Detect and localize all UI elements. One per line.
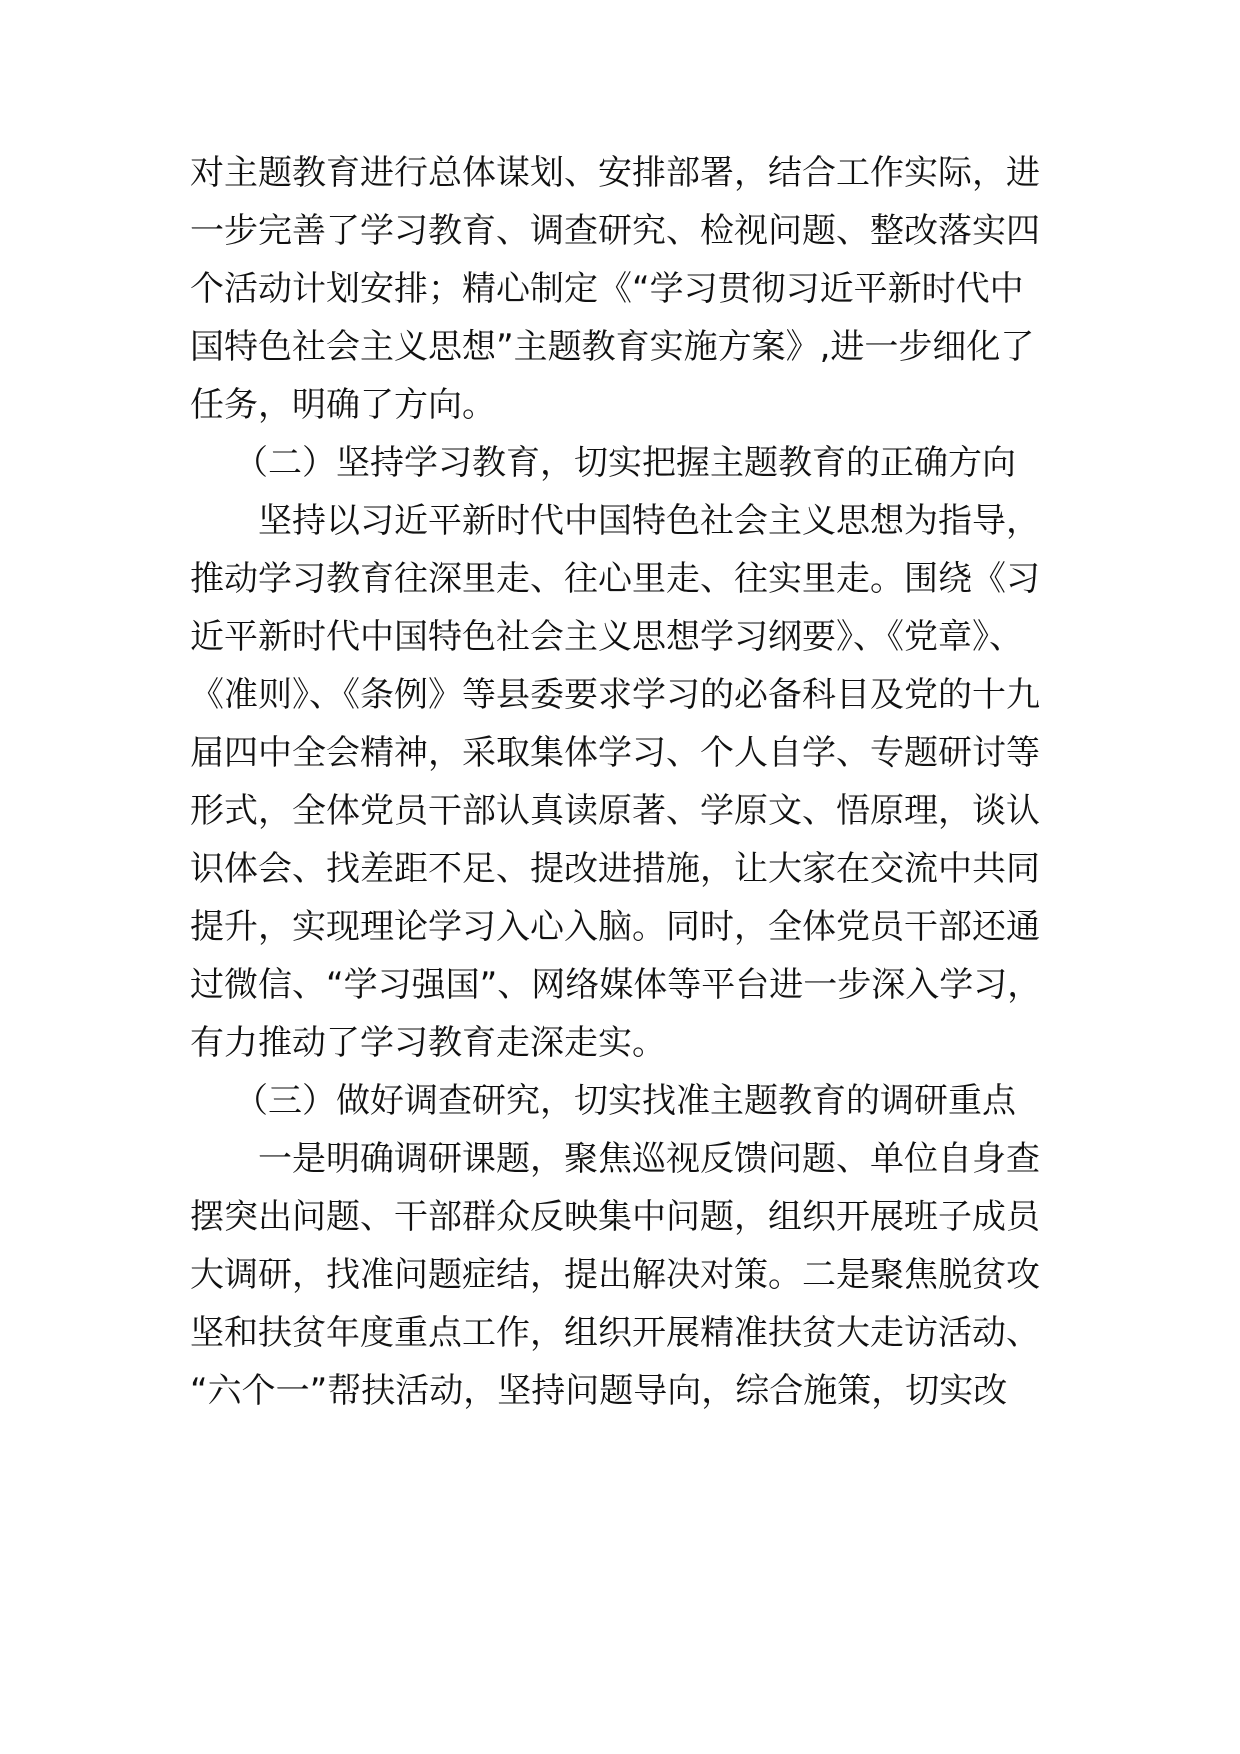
text-line: 届四中全会精神，采取集体学习、个人自学、专题研讨等 [190,733,1040,773]
text-line: 《准则》、《条例》等县委要求学习的必备科目及党的十九 [190,675,1040,715]
heading-study-education [190,434,1060,492]
paragraph-study-education [190,492,1060,1072]
body-text [190,144,1060,1420]
text-line: 摆突出问题、干部群众反映集中问题，组织开展班子成员 [190,1197,1040,1237]
text-line: 坚和扶贫年度重点工作，组织开展精准扶贫大走访活动、 [190,1313,1040,1353]
paragraph-planning [190,144,1060,434]
text-line: 任务，明确了方向。 [190,385,496,425]
text-line: 近平新时代中国特色社会主义思想学习纲要》、《党章》、 [190,617,1023,657]
paragraph-investigation [190,1130,1060,1420]
text-line: “六个一”帮扶活动，坚持问题导向，综合施策，切实改 [190,1371,1008,1411]
text-line: 大调研，找准问题症结，提出解决对策。二是聚焦脱贫攻 [190,1255,1040,1295]
section-heading: （三）做好调查研究，切实找准主题教育的调研重点 [234,1081,1016,1121]
text-line: 一是明确调研课题，聚焦巡视反馈问题、单位自身查 [258,1139,1040,1179]
section-heading: （二）坚持学习教育，切实把握主题教育的正确方向 [234,443,1016,483]
text-line: 有力推动了学习教育走深走实。 [190,1023,666,1063]
text-line: 一步完善了学习教育、调查研究、检视问题、整改落实四 [190,211,1040,251]
heading-investigation [190,1072,1060,1130]
text-line: 推动学习教育往深里走、往心里走、往实里走。围绕《习 [190,559,1040,599]
text-line: 坚持以习近平新时代中国特色社会主义思想为指导， [258,501,1040,541]
text-line: 对主题教育进行总体谋划、安排部署，结合工作实际，进 [190,153,1040,193]
text-line: 过微信、“学习强国”、网络媒体等平台进一步深入学习， [190,965,1042,1005]
text-line: 形式，全体党员干部认真读原著、学原文、悟原理，谈认 [190,791,1040,831]
text-line: 国特色社会主义思想”主题教育实施方案》,进一步细化了 [190,327,1035,367]
text-line: 提升，实现理论学习入心入脑。同时，全体党员干部还通 [190,907,1040,947]
text-line: 个活动计划安排；精心制定《“学习贯彻习近平新时代中 [190,269,1024,309]
text-line: 识体会、找差距不足、提改进措施，让大家在交流中共同 [190,849,1040,889]
